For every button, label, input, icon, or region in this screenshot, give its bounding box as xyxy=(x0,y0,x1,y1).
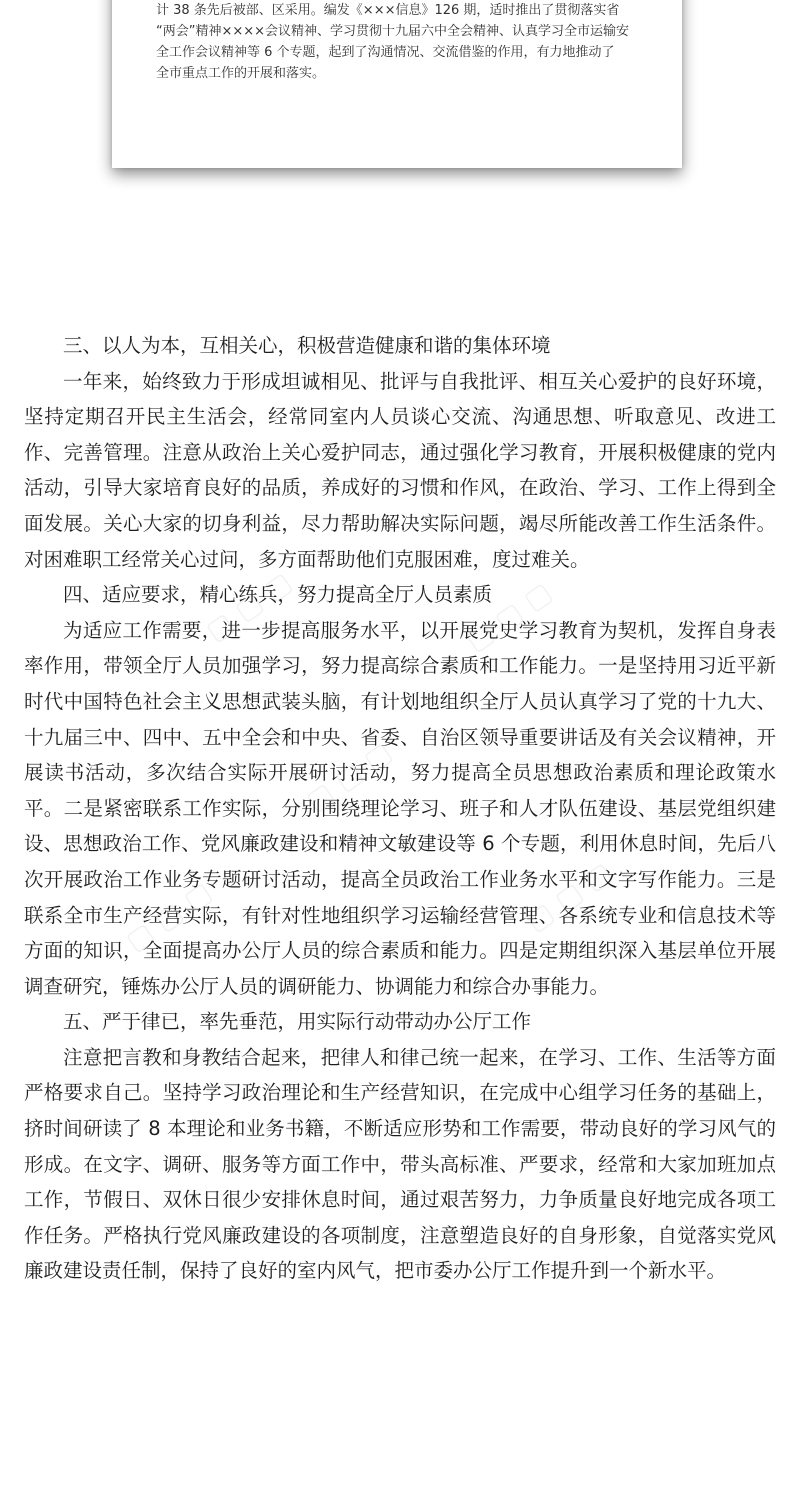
watermark-decoration: ▢ ▢ ▢ xyxy=(199,565,298,648)
section-heading: 四、适应要求，精心练兵，努力提高全厅人员素质 xyxy=(63,583,493,607)
watermark-decoration: ▢ ▢ ▢ xyxy=(459,575,558,658)
card-line: 全市重点工作的开展和落实。 xyxy=(156,66,326,81)
section-paragraph: 一年来，始终致力于形成坦诚相见、批评与自我批评、相互关心爱护的良好环境，坚持定期召开民主生活会，经常同室内人员谈心交流、沟通思想、听取意见、改进工作、完善管理。注意从政治上关心爱护同志，通过强化学习教育，开展积极健康的党内活动，引导大家培育良好的品质，养成好的习惯和作风，在政治、学习、工作上得到全面发展。关心大家的切身利益，尽力帮助解决实际问题，竭尽所能改善工作生活条件。对困难职工经常关心过问，多方面帮助他们克服困难，度过难关。 xyxy=(24,369,776,571)
section-heading: 三、以人为本，互相关心，积极营造健康和谐的集体环境 xyxy=(63,334,551,357)
section-paragraph: 为适应工作需要，进一步提高服务水平，以开展党史学习教育为契机，发挥自身表率作用，带领全厅人员加强学习，努力提高综合素质和工作能力。一是坚持用习近平新时代中国特色社会主义思想武装头脑，有计划地组织全厅人员认真学习了党的十九大、十九届三中、四中、五中全会和中央、省委、自治区领导重要讲话及有关会议精神，开展读书活动，多次结合实际开展研讨活动，努力提高全员思想政治素质和理论政策水平。二是紧密联系工作实际，分别围绕理论学习、班子和人才队伍建设、基层党组织建设、思想政治工作、党风廉政建设和精神文敏建设等 6 个专题，利用休息时间，先后八次开展政治工作业务专题研讨活动，提高全员政治工作业务水平和文字写作能力。三是联系全市生产经营实际，有针对性地组织学习运输经营管理、各系统专业和信息技术等方面的知识，全面提高办公厅人员的综合素质和能力。四是定期组织深入基层单位开展调查研究，锤炼办公厅人员的调研能力、协调能力和综合办事能力。 xyxy=(24,618,776,998)
document-preview-card xyxy=(112,0,682,168)
card-text xyxy=(156,0,648,84)
watermark-decoration: ▢ ▢ ▢ xyxy=(299,735,398,818)
section-heading: 五、严于律已，率先垂范，用实际行动带动办公厅工作 xyxy=(63,1010,532,1034)
watermark-decoration: ▢ ▢ ▢ xyxy=(119,875,218,958)
card-line: “两会”精神××××会议精神、学习贯彻十九届六中全会精神、认真学习全市运输安 xyxy=(156,24,630,39)
watermark-decoration: ▢ ▢ ▢ xyxy=(519,855,618,938)
card-line: 计 38 条先后被部、区采用。编发《×××信息》126 期，适时推出了贯彻落实省 xyxy=(156,3,620,18)
document-body xyxy=(24,328,776,1289)
card-line: 全工作会议精神等 6 个专题，起到了沟通情况、交流借鉴的作用，有力地推动了 xyxy=(156,45,615,60)
section-paragraph: 注意把言教和身教结合起来，把律人和律己统一起来，在学习、工作、生活等方面严格要求自己。坚持学习政治理论和生产经营知识，在完成中心组学习任务的基础上，挤时间研读了 8 本理论和业务书籍，不断适应形势和工作需要，带动良好的学习风气的形成。在文字、调研、服务等方面工作中，带头高标准、严要求，经常和大家加班加点工作，节假日、双休日很少安排休息时间，通过艰苦努力，力争质量良好地完成各项工作任务。严格执行党风廉政建设的各项制度，注意塑造良好的自身形象，自觉落实党风廉政建设责任制，保持了良好的室内风气，把市委办公厅工作提升到一个新水平。 xyxy=(24,1045,776,1283)
